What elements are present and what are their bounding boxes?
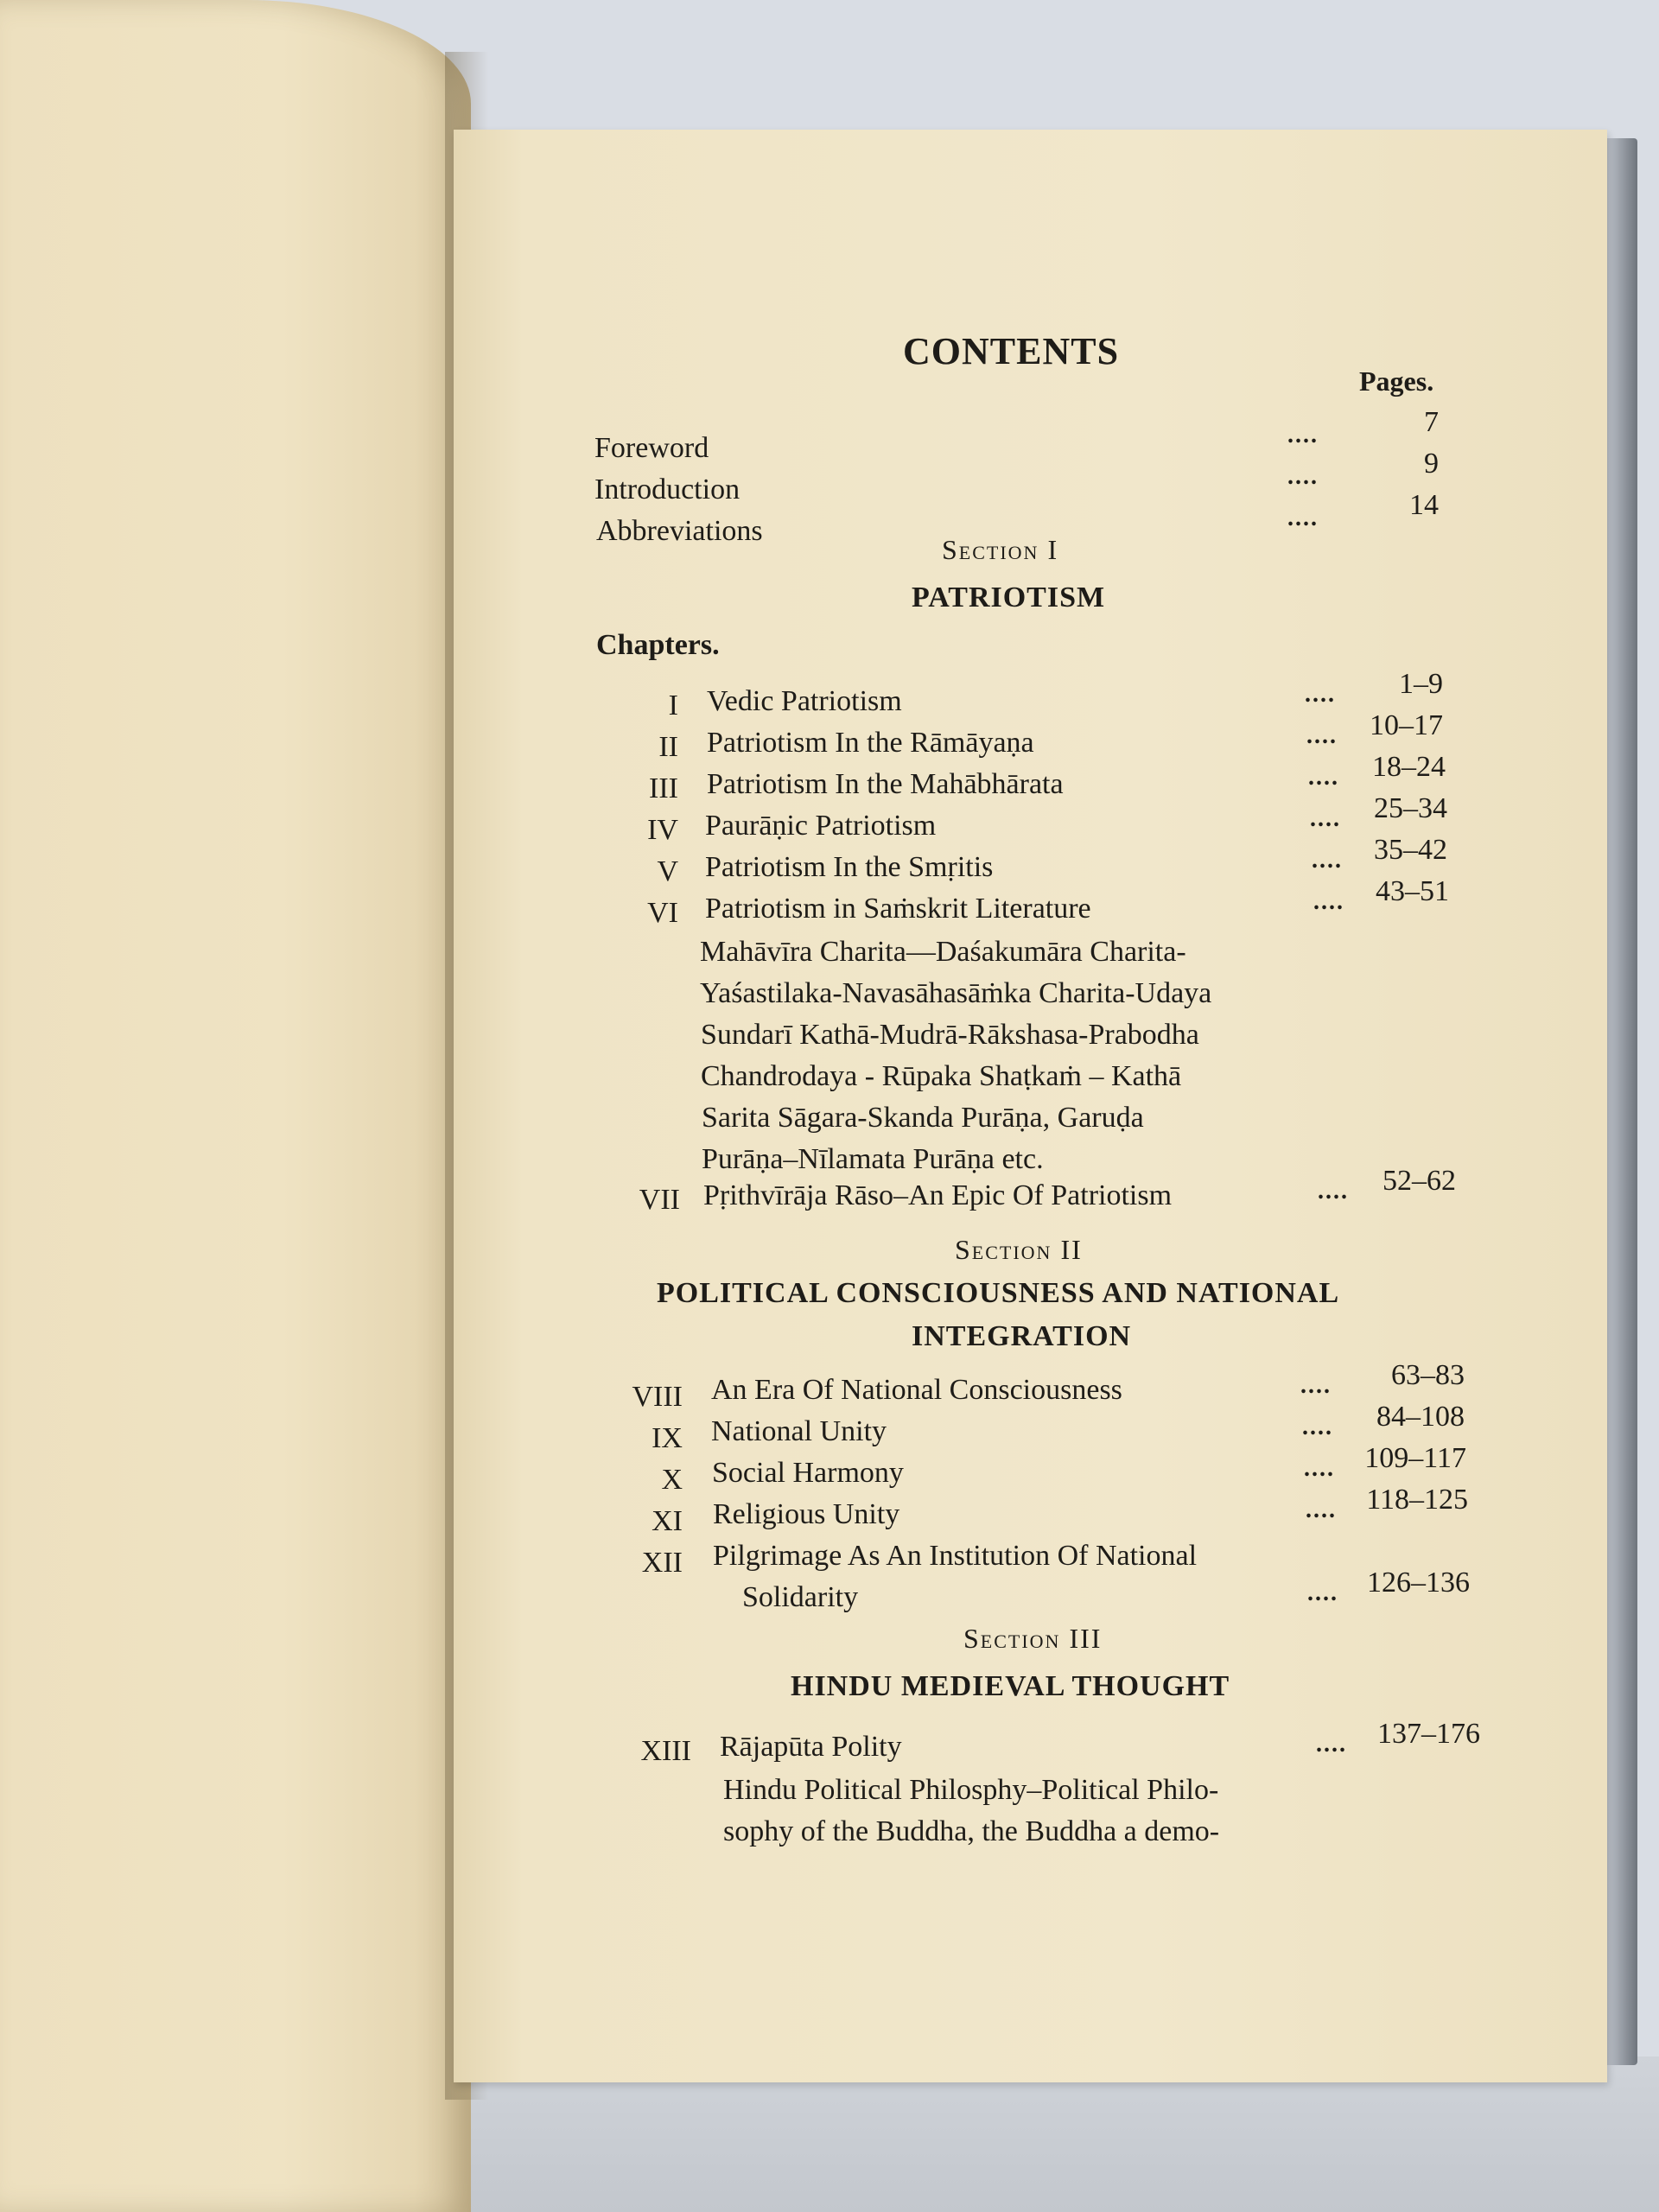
chapter-number: II [658, 731, 678, 763]
chapter-pages: 43–51 [1376, 875, 1449, 907]
chapter-pages: 25–34 [1374, 792, 1447, 824]
page-number: 7 [1424, 406, 1439, 438]
left-page [0, 0, 471, 2212]
right-page [454, 130, 1607, 2082]
chapter-title: Patriotism In the Smṛitis [705, 851, 994, 883]
dot-leader: .... [1306, 1497, 1337, 1523]
chapter-title: An Era Of National Consciousness [711, 1374, 1122, 1406]
section-heading: PATRIOTISM [912, 582, 1106, 613]
dot-leader: .... [1307, 1580, 1338, 1606]
dot-leader: .... [1310, 805, 1341, 832]
page-number: 14 [1409, 489, 1439, 521]
page-number: 9 [1424, 448, 1439, 480]
chapter-title: Patriotism in Saṁskrit Literature [705, 893, 1091, 925]
section-label: Section I [942, 534, 1059, 565]
front-matter-label: Abbreviations [596, 515, 763, 547]
table-of-contents [454, 130, 1607, 2082]
dot-leader: .... [1302, 1414, 1333, 1440]
chapter-pages: 126–136 [1367, 1567, 1470, 1599]
chapter-subtopics: sophy of the Buddha, the Buddha a demo- [723, 1815, 1220, 1847]
dot-leader: .... [1308, 764, 1339, 791]
dot-leader: .... [1305, 681, 1336, 708]
dot-leader: .... [1306, 722, 1338, 749]
chapter-title: Patriotism In the Rāmāyaṇa [707, 727, 1034, 759]
dot-leader: .... [1304, 1455, 1335, 1482]
chapter-pages: 63–83 [1391, 1359, 1465, 1391]
dot-leader: .... [1287, 422, 1319, 448]
contents-title: CONTENTS [903, 330, 1120, 372]
chapter-title-continued: Solidarity [742, 1581, 859, 1613]
chapter-subtopics: Mahāvīra Charita—Daśakumāra Charita- [700, 936, 1186, 968]
chapter-pages: 52–62 [1382, 1165, 1456, 1197]
front-matter-label: Foreword [594, 432, 709, 464]
chapter-title: Rājapūta Polity [720, 1731, 902, 1763]
dot-leader: .... [1313, 888, 1344, 915]
dot-leader: .... [1316, 1731, 1347, 1758]
front-matter-label: Introduction [594, 474, 741, 505]
chapter-subtopics: Sundarī Kathā-Mudrā-Rākshasa-Prabodha [701, 1019, 1199, 1051]
section-heading: HINDU MEDIEVAL THOUGHT [791, 1670, 1230, 1702]
chapter-pages: 84–108 [1376, 1401, 1465, 1433]
chapter-pages: 118–125 [1366, 1484, 1468, 1516]
dot-leader: .... [1312, 847, 1343, 874]
chapter-subtopics: Purāṇa–Nīlamata Purāṇa etc. [702, 1143, 1044, 1175]
chapter-number: XI [652, 1505, 683, 1537]
chapter-number: IV [647, 814, 678, 846]
section-label: Section II [955, 1234, 1083, 1265]
section-label: Section III [963, 1623, 1103, 1654]
chapter-title: Pilgrimage As An Institution Of National [713, 1540, 1198, 1572]
chapter-title: Religious Unity [713, 1498, 900, 1530]
chapter-pages: 35–42 [1374, 834, 1447, 866]
chapter-number: VIII [632, 1381, 683, 1413]
chapter-pages: 18–24 [1372, 751, 1446, 783]
chapter-number: XII [641, 1547, 683, 1579]
chapter-pages: 109–117 [1364, 1442, 1466, 1474]
chapter-title: Paurāṇic Patriotism [705, 810, 937, 842]
chapter-number: VI [647, 897, 678, 929]
chapter-title: Social Harmony [712, 1457, 904, 1489]
chapter-number: I [668, 690, 678, 721]
dot-leader: .... [1287, 505, 1319, 531]
chapter-title: National Unity [711, 1415, 887, 1447]
chapter-title: Vedic Patriotism [707, 685, 902, 717]
chapter-subtopics: Chandrodaya - Rūpaka Shaṭkaṁ – Kathā [701, 1060, 1182, 1092]
chapters-label: Chapters. [596, 629, 720, 661]
pages-label: Pages. [1359, 365, 1434, 397]
chapter-pages: 10–17 [1370, 709, 1443, 741]
section-heading: POLITICAL CONSCIOUSNESS AND NATIONAL [657, 1277, 1340, 1309]
chapter-subtopics: Yaśastilaka-Navasāhasāṁka Charita-Udaya [700, 977, 1212, 1009]
chapter-number: XIII [640, 1735, 691, 1767]
chapter-number: V [657, 855, 678, 887]
chapter-number: III [649, 772, 678, 804]
chapter-number: IX [652, 1422, 683, 1454]
chapter-pages: 1–9 [1399, 668, 1443, 700]
dot-leader: .... [1287, 463, 1319, 490]
dot-leader: .... [1300, 1372, 1332, 1399]
chapter-title: Patriotism In the Mahābhārata [707, 768, 1064, 800]
dot-leader: .... [1318, 1178, 1349, 1205]
chapter-subtopics: Hindu Political Philosphy–Political Philo- [723, 1774, 1219, 1806]
chapter-number: X [661, 1464, 683, 1496]
chapter-number: VII [639, 1184, 680, 1216]
chapter-pages: 137–176 [1377, 1718, 1480, 1750]
chapter-title: Pṛithvīrāja Rāso–An Epic Of Patriotism [703, 1179, 1173, 1211]
section-heading: INTEGRATION [912, 1320, 1132, 1352]
chapter-subtopics: Sarita Sāgara-Skanda Purāṇa, Garuḍa [702, 1102, 1144, 1134]
